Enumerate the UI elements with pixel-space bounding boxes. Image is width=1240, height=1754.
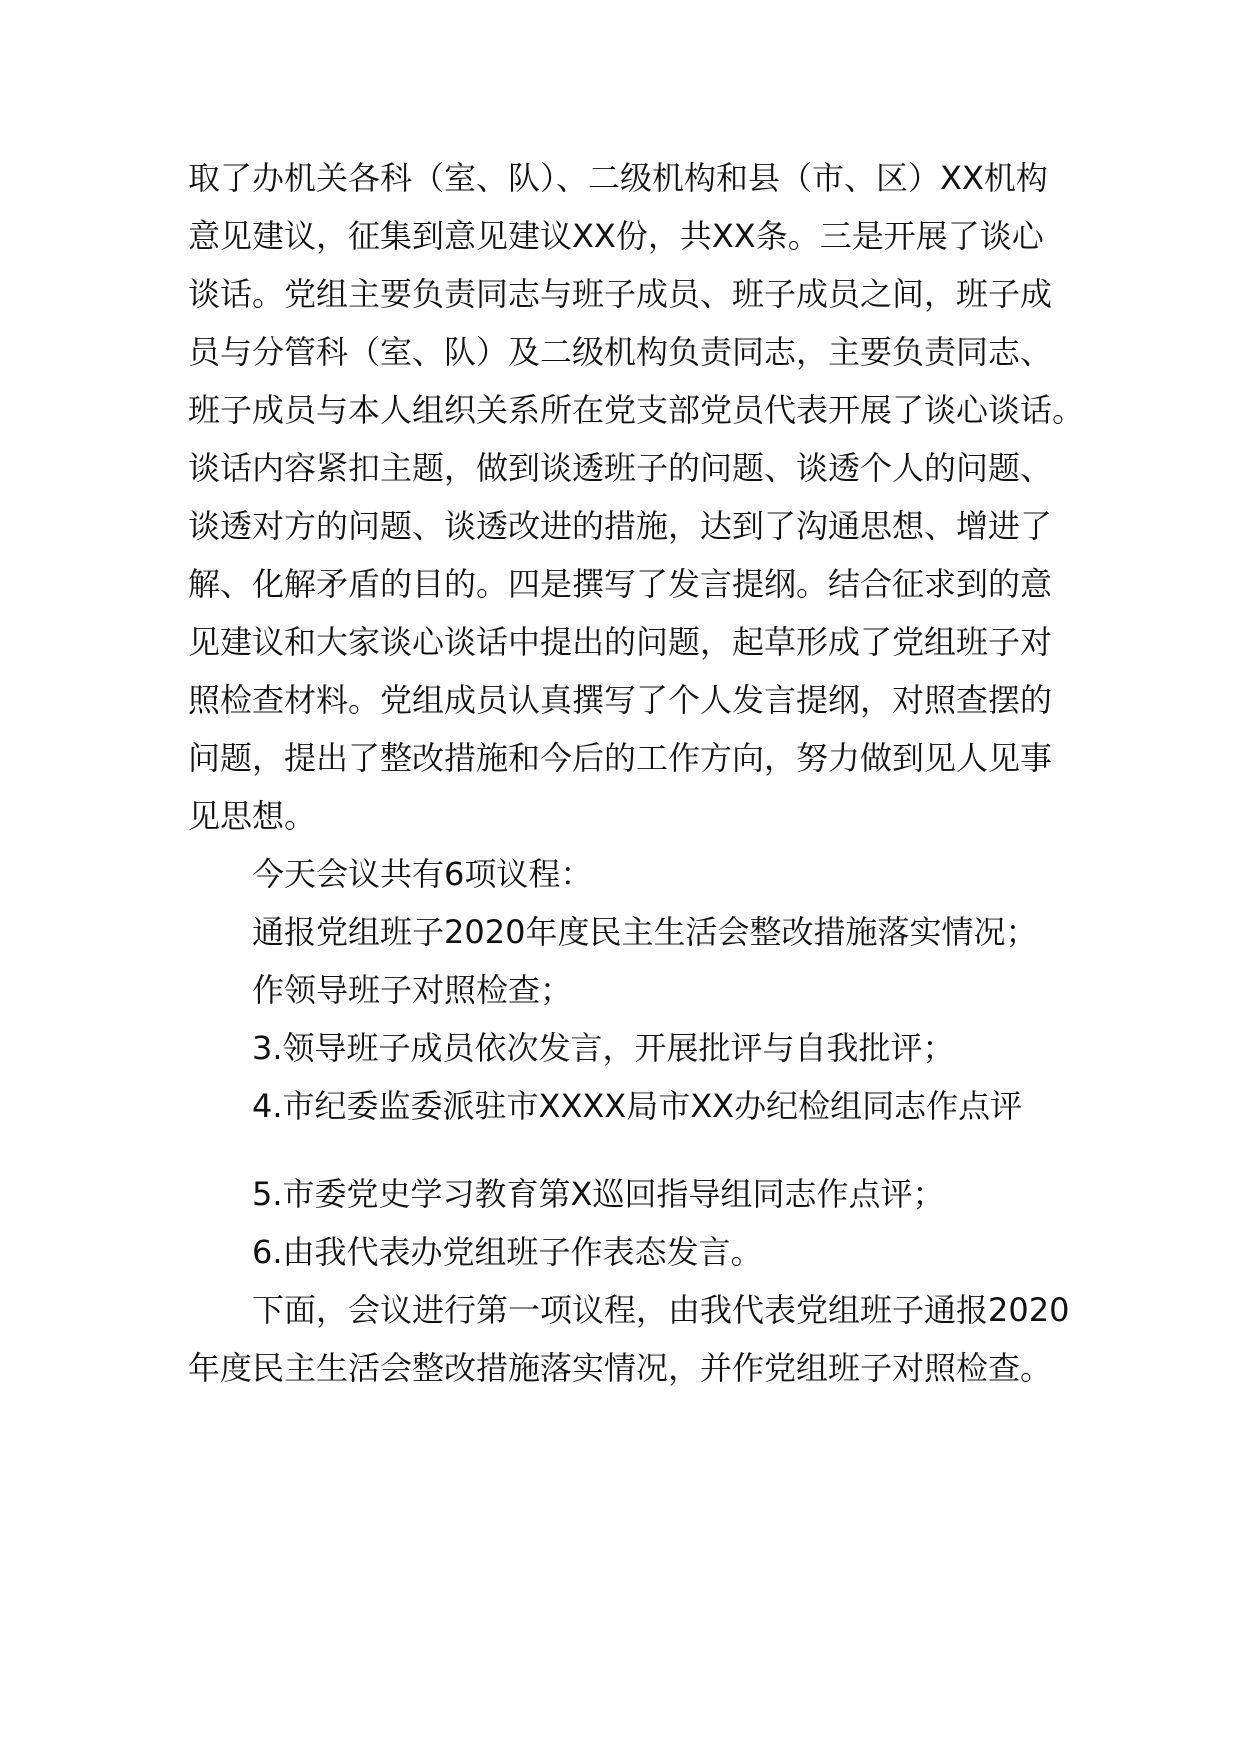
- body-text-line: 取了办机关各科（室、队）、二级机构和县（市、区）XX机构: [188, 159, 1048, 197]
- agenda-item-4: 4.市纪委监委派驻市XXXX局市XX办纪检组同志作点评: [252, 1087, 1023, 1125]
- body-text-line: 解、化解矛盾的目的。四是撰写了发言提纲。结合征求到的意: [188, 565, 1053, 603]
- agenda-item-3: 3.领导班子成员依次发言，开展批评与自我批评；: [252, 1029, 955, 1067]
- closing-paragraph-line: 下面，会议进行第一项议程，由我代表党组班子通报2020: [252, 1291, 1070, 1329]
- body-text-line: 见建议和大家谈心谈话中提出的问题，起草形成了党组班子对: [188, 623, 1053, 661]
- body-text-line: 见思想。: [188, 797, 317, 835]
- body-text-line: 谈话。党组主要负责同志与班子成员、班子成员之间，班子成: [188, 275, 1053, 313]
- body-text-line: 意见建议，征集到意见建议XX份，共XX条。三是开展了谈心: [188, 217, 1044, 255]
- agenda-intro: 今天会议共有6项议程：: [252, 855, 593, 893]
- body-text-line: 照检查材料。党组成员认真撰写了个人发言提纲，对照查摆的: [188, 681, 1053, 719]
- body-text-line: 谈透对方的问题、谈透改进的措施，达到了沟通思想、增进了: [188, 507, 1053, 545]
- body-text-line: 谈话内容紧扣主题，做到谈透班子的问题、谈透个人的问题、: [188, 449, 1053, 487]
- agenda-item-6: 6.由我代表办党组班子作表态发言。: [252, 1233, 763, 1271]
- agenda-item-5: 5.市委党史学习教育第X巡回指导组同志作点评；: [252, 1175, 945, 1213]
- agenda-item-2: 作领导班子对照检查；: [252, 971, 573, 1009]
- body-text-line: 员与分管科（室、队）及二级机构负责同志，主要负责同志、: [188, 333, 1053, 371]
- body-text-line: 问题，提出了整改措施和今后的工作方向，努力做到见人见事: [188, 739, 1053, 777]
- body-text-line: 班子成员与本人组织关系所在党支部党员代表开展了谈心谈话。: [188, 391, 1085, 429]
- agenda-item-1: 通报党组班子2020年度民主生活会整改措施落实情况；: [252, 913, 1038, 951]
- closing-paragraph-line: 年度民主生活会整改措施落实情况，并作党组班子对照检查。: [188, 1349, 1053, 1387]
